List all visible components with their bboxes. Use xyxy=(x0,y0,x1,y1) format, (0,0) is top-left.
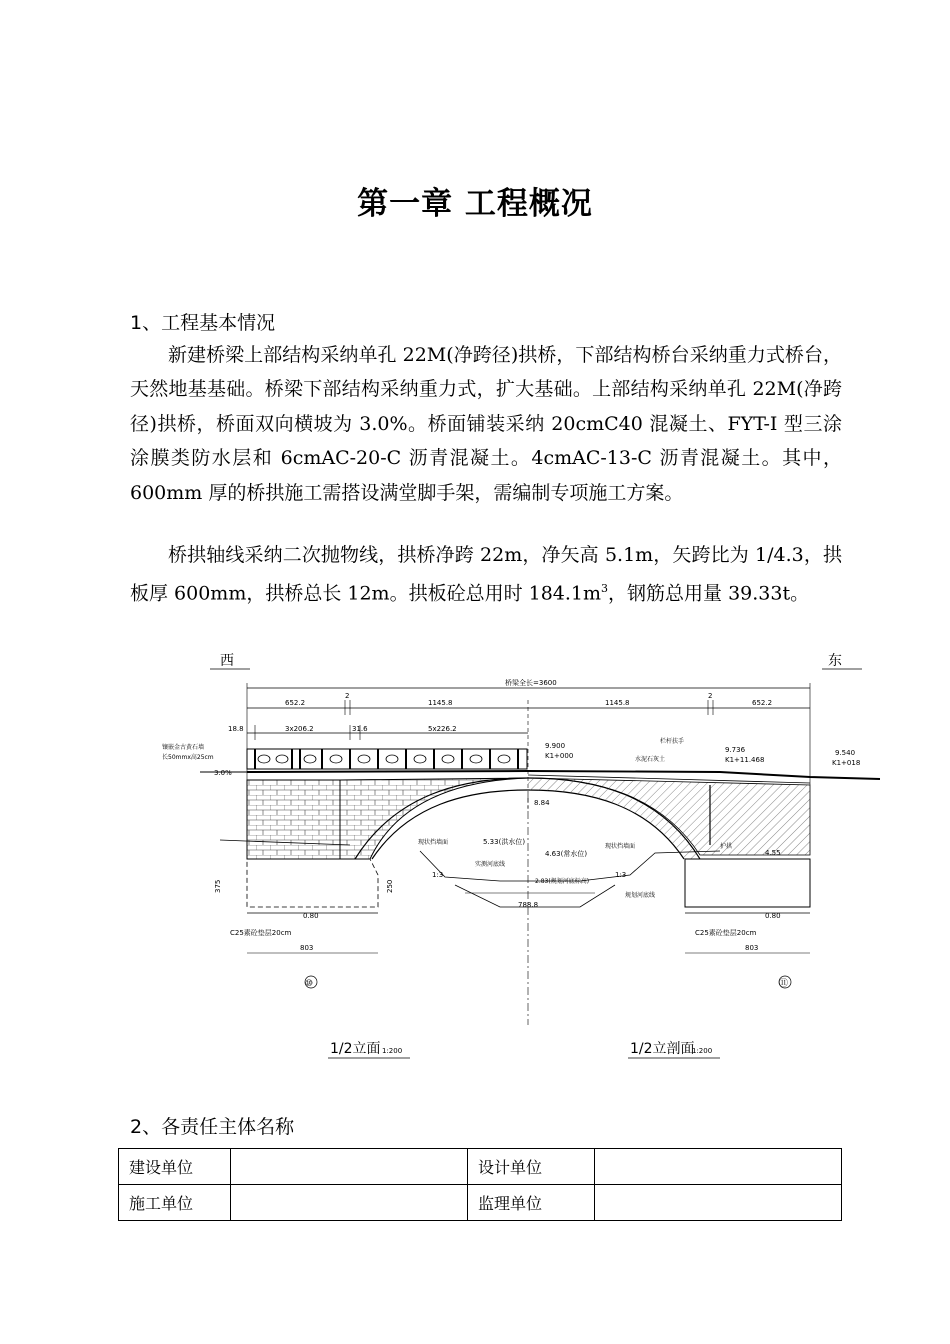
elev-right-mid: 4.55 xyxy=(765,849,781,857)
gap-mark-left: 2 xyxy=(345,692,350,700)
cubic-superscript: 3 xyxy=(601,582,609,596)
cell-label-supervision-unit: 监理单位 xyxy=(468,1185,595,1221)
arch-details-tail: ，钢筋总用量 39.33t。 xyxy=(608,582,810,605)
paragraph-project-description: 新建桥梁上部结构采纳单孔 22M(净跨径)拱桥，下部结构桥台采纳重力式桥台，天然地基基础。桥梁下部结构采纳重力式，扩大基础。上部结构采纳单孔 22M(净跨径)拱桥，桥面双向横坡为 3.0%。桥面铺装采纳 20cmC40 混凝土、FYT-I 型三涂涂膜类防水层和 6cmAC-20-C 沥青混凝土。4cmAC-13-C 沥青混凝土。其中，600mm 厚的桥拱施工需搭设满堂脚手架，需编制专项施工方案。 xyxy=(130,344,842,504)
caption-scale-right: 1:200 xyxy=(692,1047,713,1055)
dim-foundation-left: 803 xyxy=(300,944,314,952)
note-stone-size: 长50mmx高25cm xyxy=(162,754,214,761)
label-east: 东 xyxy=(828,653,842,669)
note-stone-wall: 镶嵌金古黄石墙 xyxy=(162,744,205,751)
dim-mid-1: 18.8 xyxy=(228,725,244,733)
cell-label-design-unit: 设计单位 xyxy=(468,1149,595,1185)
caption-scale-left: 1:200 xyxy=(382,1047,403,1055)
normal-level: 4.63(常水位) xyxy=(545,850,588,858)
cell-value-design-unit xyxy=(595,1149,842,1185)
paragraph-arch-details xyxy=(130,538,842,611)
note-foundation-left: C25素砼垫层20cm xyxy=(230,929,292,937)
dim-mid-2: 3x206.2 xyxy=(285,725,314,733)
note-wall-right: 现状挡墙面 xyxy=(605,843,636,850)
dim-foundation-right: 803 xyxy=(745,944,759,952)
bridge-elevation-svg xyxy=(162,645,880,1070)
dim-total-length: 桥梁全长=3600 xyxy=(505,679,557,687)
elev-base-left: 0.80 xyxy=(303,912,319,920)
cell-value-construction-unit xyxy=(231,1185,468,1221)
station-far-right: K1+018 xyxy=(832,759,861,767)
station-right: K1+11.468 xyxy=(725,756,765,764)
bridge-drawing xyxy=(162,645,880,1070)
gap-mark-right: 2 xyxy=(708,692,713,700)
cell-value-construction-owner xyxy=(231,1149,468,1185)
slope-ratio-right: 1:3 xyxy=(615,871,627,879)
axis-marker-right: ⑪ xyxy=(779,979,789,989)
note-bed-measured: 实测河底线 xyxy=(475,861,506,868)
dim-bed-width: 788.8 xyxy=(518,901,539,909)
dim-top-1: 652.2 xyxy=(285,699,306,707)
cell-label-construction-owner: 建设单位 xyxy=(119,1149,231,1185)
elev-right-deck: 9.736 xyxy=(725,746,746,754)
dim-height-375: 375 xyxy=(214,879,222,893)
slope-ratio-left: 1:3 xyxy=(432,871,444,879)
bed-level: 2.83(规划河底标高) xyxy=(535,878,590,885)
dim-top-4: 652.2 xyxy=(752,699,773,707)
note-foundation-right: C25素砼垫层20cm xyxy=(695,929,757,937)
note-fill: 水泥石灰土 xyxy=(635,756,666,763)
crown-elevation: 8.84 xyxy=(534,799,550,807)
label-west: 西 xyxy=(220,653,234,669)
axis-marker-left: ⑩ xyxy=(305,979,314,989)
railing xyxy=(247,749,527,769)
note-guard-arch: 护拱 xyxy=(720,843,733,850)
caption-half-elevation: 1/2立面 xyxy=(330,1041,381,1057)
table-row xyxy=(119,1149,842,1185)
elev-left-deck: 9.900 xyxy=(545,742,566,750)
dim-height-250: 250 xyxy=(386,879,394,893)
table-row xyxy=(119,1185,842,1221)
flood-level: 5.33(洪水位) xyxy=(483,838,526,846)
cell-value-supervision-unit xyxy=(595,1185,842,1221)
elev-base-right: 0.80 xyxy=(765,912,781,920)
section-heading-responsible-parties: 2、各责任主体名称 xyxy=(130,1116,295,1138)
caption-half-section: 1/2立剖面 xyxy=(630,1041,695,1057)
page-title: 第一章 工程概况 xyxy=(357,186,593,222)
slope-percent: 3.0% xyxy=(214,769,232,777)
note-wall-left: 现状挡墙面 xyxy=(418,839,449,846)
note-rail: 栏杆扶手 xyxy=(660,738,685,745)
note-bed-planned: 规划河底线 xyxy=(625,892,656,899)
arch-details-text: 桥拱轴线采纳二次抛物线，拱桥净跨 22m，净矢高 5.1m，矢跨比为 1/4.3，拱板厚 600mm，拱桥总长 12m。拱板砼总用时 184.1m xyxy=(130,544,842,605)
station-left: K1+000 xyxy=(545,752,574,760)
responsible-parties-table xyxy=(118,1148,842,1221)
dim-mid-3: 31.6 xyxy=(352,725,368,733)
dim-mid-4: 5x226.2 xyxy=(428,725,457,733)
dim-top-2: 1145.8 xyxy=(428,699,453,707)
dim-top-3: 1145.8 xyxy=(605,699,630,707)
cell-label-construction-unit: 施工单位 xyxy=(119,1185,231,1221)
elev-far-right: 9.540 xyxy=(835,749,856,757)
section-heading-project-basics: 1、工程基本情况 xyxy=(130,312,276,334)
